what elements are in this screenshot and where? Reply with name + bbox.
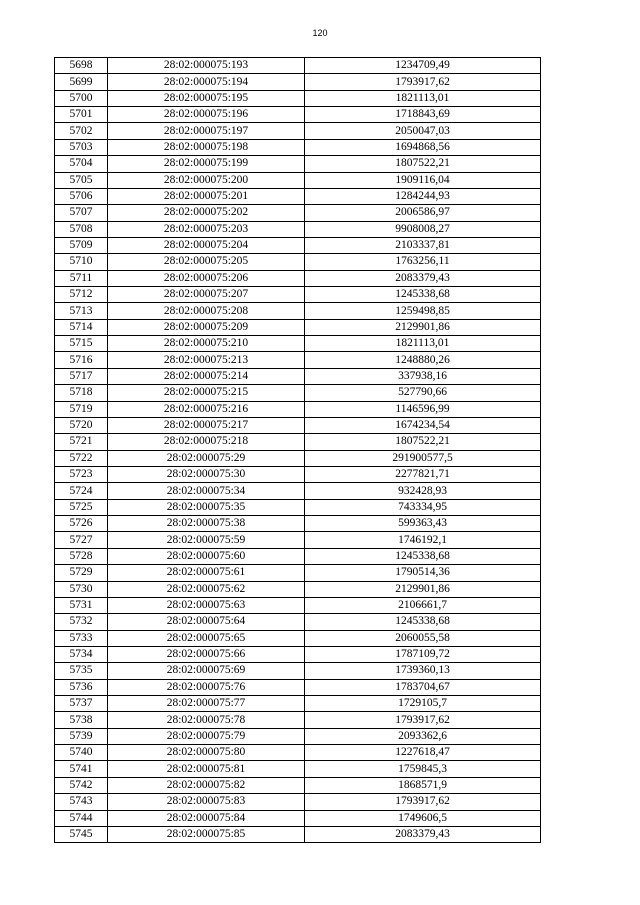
row-number-cell: 5711 — [55, 270, 108, 286]
value-cell: 2277821,71 — [305, 466, 541, 482]
cadastral-number-cell: 28:02:000075:197 — [108, 123, 305, 139]
value-cell: 2083379,43 — [305, 270, 541, 286]
cadastral-number-cell: 28:02:000075:209 — [108, 319, 305, 335]
value-cell: 527790,66 — [305, 385, 541, 401]
row-number-cell: 5731 — [55, 597, 108, 613]
table-row — [55, 434, 541, 450]
table-row — [55, 90, 541, 106]
table-row — [55, 303, 541, 319]
cadastral-number-cell: 28:02:000075:205 — [108, 254, 305, 270]
table-row — [55, 565, 541, 581]
row-number-cell: 5720 — [55, 417, 108, 433]
table-row — [55, 548, 541, 564]
table-row — [55, 107, 541, 123]
cadastral-number-cell: 28:02:000075:207 — [108, 287, 305, 303]
cadastral-number-cell: 28:02:000075:194 — [108, 74, 305, 90]
row-number-cell: 5727 — [55, 532, 108, 548]
cadastral-number-cell: 28:02:000075:63 — [108, 597, 305, 613]
row-number-cell: 5705 — [55, 172, 108, 188]
cadastral-number-cell: 28:02:000075:208 — [108, 303, 305, 319]
cadastral-number-cell: 28:02:000075:59 — [108, 532, 305, 548]
table-row — [55, 172, 541, 188]
row-number-cell: 5700 — [55, 90, 108, 106]
row-number-cell: 5733 — [55, 630, 108, 646]
table-row — [55, 614, 541, 630]
table-row — [55, 597, 541, 613]
cadastral-number-cell: 28:02:000075:80 — [108, 745, 305, 761]
value-cell: 337938,16 — [305, 368, 541, 384]
value-cell: 2006586,97 — [305, 205, 541, 221]
table-row — [55, 352, 541, 368]
value-cell: 1245338,68 — [305, 548, 541, 564]
row-number-cell: 5724 — [55, 483, 108, 499]
table-body — [55, 58, 541, 843]
value-cell: 9908008,27 — [305, 221, 541, 237]
cadastral-number-cell: 28:02:000075:66 — [108, 646, 305, 662]
cadastral-number-cell: 28:02:000075:81 — [108, 761, 305, 777]
row-number-cell: 5725 — [55, 499, 108, 515]
row-number-cell: 5740 — [55, 745, 108, 761]
cadastral-number-cell: 28:02:000075:83 — [108, 794, 305, 810]
row-number-cell: 5730 — [55, 581, 108, 597]
cadastral-number-cell: 28:02:000075:76 — [108, 679, 305, 695]
cadastral-number-cell: 28:02:000075:215 — [108, 385, 305, 401]
table-row — [55, 287, 541, 303]
page-number: 120 — [312, 28, 328, 38]
value-cell: 1749606,5 — [305, 810, 541, 826]
cadastral-number-cell: 28:02:000075:82 — [108, 777, 305, 793]
cadastral-number-cell: 28:02:000075:61 — [108, 565, 305, 581]
row-number-cell: 5726 — [55, 516, 108, 532]
table-row — [55, 794, 541, 810]
table-row — [55, 368, 541, 384]
row-number-cell: 5704 — [55, 156, 108, 172]
table-row — [55, 254, 541, 270]
row-number-cell: 5738 — [55, 712, 108, 728]
row-number-cell: 5728 — [55, 548, 108, 564]
value-cell: 1146596,99 — [305, 401, 541, 417]
value-cell: 1763256,11 — [305, 254, 541, 270]
table-row — [55, 826, 541, 842]
value-cell: 1739360,13 — [305, 663, 541, 679]
row-number-cell: 5743 — [55, 794, 108, 810]
row-number-cell: 5729 — [55, 565, 108, 581]
value-cell: 1718843,69 — [305, 107, 541, 123]
row-number-cell: 5742 — [55, 777, 108, 793]
cadastral-number-cell: 28:02:000075:216 — [108, 401, 305, 417]
cadastral-number-cell: 28:02:000075:193 — [108, 58, 305, 74]
row-number-cell: 5712 — [55, 287, 108, 303]
value-cell: 1245338,68 — [305, 614, 541, 630]
row-number-cell: 5706 — [55, 188, 108, 204]
value-cell: 1821113,01 — [305, 90, 541, 106]
table-row — [55, 696, 541, 712]
row-number-cell: 5703 — [55, 139, 108, 155]
table-row — [55, 466, 541, 482]
table-row — [55, 483, 541, 499]
table-row — [55, 532, 541, 548]
row-number-cell: 5732 — [55, 614, 108, 630]
table-row — [55, 156, 541, 172]
cadastral-number-cell: 28:02:000075:199 — [108, 156, 305, 172]
cadastral-number-cell: 28:02:000075:69 — [108, 663, 305, 679]
cadastral-number-cell: 28:02:000075:64 — [108, 614, 305, 630]
value-cell: 1759845,3 — [305, 761, 541, 777]
table-row — [55, 123, 541, 139]
cadastral-number-cell: 28:02:000075:30 — [108, 466, 305, 482]
row-number-cell: 5745 — [55, 826, 108, 842]
row-number-cell: 5735 — [55, 663, 108, 679]
value-cell: 1284244,93 — [305, 188, 541, 204]
table-row — [55, 270, 541, 286]
table-row — [55, 630, 541, 646]
row-number-cell: 5716 — [55, 352, 108, 368]
cadastral-number-cell: 28:02:000075:218 — [108, 434, 305, 450]
cadastral-number-cell: 28:02:000075:78 — [108, 712, 305, 728]
row-number-cell: 5739 — [55, 728, 108, 744]
value-cell: 1227618,47 — [305, 745, 541, 761]
table-row — [55, 712, 541, 728]
row-number-cell: 5708 — [55, 221, 108, 237]
row-number-cell: 5741 — [55, 761, 108, 777]
row-number-cell: 5707 — [55, 205, 108, 221]
table-row — [55, 761, 541, 777]
table-row — [55, 777, 541, 793]
table-row — [55, 58, 541, 74]
cadastral-value-table — [54, 57, 541, 843]
row-number-cell: 5702 — [55, 123, 108, 139]
table-row — [55, 728, 541, 744]
table-row — [55, 385, 541, 401]
table-row — [55, 188, 541, 204]
cadastral-number-cell: 28:02:000075:34 — [108, 483, 305, 499]
table-row — [55, 221, 541, 237]
value-cell: 1259498,85 — [305, 303, 541, 319]
row-number-cell: 5718 — [55, 385, 108, 401]
cadastral-number-cell: 28:02:000075:213 — [108, 352, 305, 368]
cadastral-number-cell: 28:02:000075:198 — [108, 139, 305, 155]
value-cell: 1674234,54 — [305, 417, 541, 433]
row-number-cell: 5710 — [55, 254, 108, 270]
value-cell: 1909116,04 — [305, 172, 541, 188]
cadastral-number-cell: 28:02:000075:204 — [108, 237, 305, 253]
value-cell: 1783704,67 — [305, 679, 541, 695]
table-row — [55, 745, 541, 761]
table-row — [55, 401, 541, 417]
value-cell: 743334,95 — [305, 499, 541, 515]
cadastral-number-cell: 28:02:000075:201 — [108, 188, 305, 204]
row-number-cell: 5719 — [55, 401, 108, 417]
cadastral-number-cell: 28:02:000075:210 — [108, 336, 305, 352]
cadastral-number-cell: 28:02:000075:60 — [108, 548, 305, 564]
value-cell: 1790514,36 — [305, 565, 541, 581]
cadastral-number-cell: 28:02:000075:203 — [108, 221, 305, 237]
value-cell: 599363,43 — [305, 516, 541, 532]
table-row — [55, 646, 541, 662]
value-cell: 2093362,6 — [305, 728, 541, 744]
row-number-cell: 5715 — [55, 336, 108, 352]
table-row — [55, 679, 541, 695]
value-cell: 1248880,26 — [305, 352, 541, 368]
cadastral-number-cell: 28:02:000075:217 — [108, 417, 305, 433]
value-cell: 1746192,1 — [305, 532, 541, 548]
row-number-cell: 5698 — [55, 58, 108, 74]
value-cell: 1807522,21 — [305, 434, 541, 450]
cadastral-number-cell: 28:02:000075:214 — [108, 368, 305, 384]
cadastral-number-cell: 28:02:000075:29 — [108, 450, 305, 466]
table-row — [55, 74, 541, 90]
value-cell: 2129901,86 — [305, 319, 541, 335]
table-row — [55, 336, 541, 352]
row-number-cell: 5736 — [55, 679, 108, 695]
value-cell: 291900577,5 — [305, 450, 541, 466]
table-row — [55, 139, 541, 155]
cadastral-number-cell: 28:02:000075:85 — [108, 826, 305, 842]
table-row — [55, 319, 541, 335]
cadastral-number-cell: 28:02:000075:65 — [108, 630, 305, 646]
value-cell: 2103337,81 — [305, 237, 541, 253]
value-cell: 1793917,62 — [305, 712, 541, 728]
cadastral-number-cell: 28:02:000075:84 — [108, 810, 305, 826]
cadastral-number-cell: 28:02:000075:35 — [108, 499, 305, 515]
value-cell: 1793917,62 — [305, 794, 541, 810]
row-number-cell: 5723 — [55, 466, 108, 482]
cadastral-number-cell: 28:02:000075:77 — [108, 696, 305, 712]
value-cell: 1234709,49 — [305, 58, 541, 74]
row-number-cell: 5714 — [55, 319, 108, 335]
row-number-cell: 5721 — [55, 434, 108, 450]
table-row — [55, 450, 541, 466]
cadastral-number-cell: 28:02:000075:196 — [108, 107, 305, 123]
cadastral-number-cell: 28:02:000075:195 — [108, 90, 305, 106]
table-row — [55, 499, 541, 515]
value-cell: 1807522,21 — [305, 156, 541, 172]
row-number-cell: 5701 — [55, 107, 108, 123]
value-cell: 1787109,72 — [305, 646, 541, 662]
cadastral-number-cell: 28:02:000075:200 — [108, 172, 305, 188]
value-cell: 1729105,7 — [305, 696, 541, 712]
table-row — [55, 581, 541, 597]
cadastral-number-cell: 28:02:000075:79 — [108, 728, 305, 744]
value-cell: 1245338,68 — [305, 287, 541, 303]
value-cell: 2129901,86 — [305, 581, 541, 597]
row-number-cell: 5744 — [55, 810, 108, 826]
value-cell: 932428,93 — [305, 483, 541, 499]
table-row — [55, 417, 541, 433]
value-cell: 1694868,56 — [305, 139, 541, 155]
cadastral-number-cell: 28:02:000075:62 — [108, 581, 305, 597]
value-cell: 1868571,9 — [305, 777, 541, 793]
row-number-cell: 5717 — [55, 368, 108, 384]
row-number-cell: 5734 — [55, 646, 108, 662]
table-row — [55, 663, 541, 679]
row-number-cell: 5713 — [55, 303, 108, 319]
value-cell: 1793917,62 — [305, 74, 541, 90]
value-cell: 2050047,03 — [305, 123, 541, 139]
table-row — [55, 237, 541, 253]
value-cell: 2083379,43 — [305, 826, 541, 842]
table-row — [55, 810, 541, 826]
cadastral-number-cell: 28:02:000075:202 — [108, 205, 305, 221]
table-row — [55, 516, 541, 532]
cadastral-number-cell: 28:02:000075:38 — [108, 516, 305, 532]
row-number-cell: 5737 — [55, 696, 108, 712]
cadastral-number-cell: 28:02:000075:206 — [108, 270, 305, 286]
value-cell: 1821113,01 — [305, 336, 541, 352]
value-cell: 2106661,7 — [305, 597, 541, 613]
row-number-cell: 5709 — [55, 237, 108, 253]
table-row — [55, 205, 541, 221]
row-number-cell: 5722 — [55, 450, 108, 466]
row-number-cell: 5699 — [55, 74, 108, 90]
value-cell: 2060055,58 — [305, 630, 541, 646]
